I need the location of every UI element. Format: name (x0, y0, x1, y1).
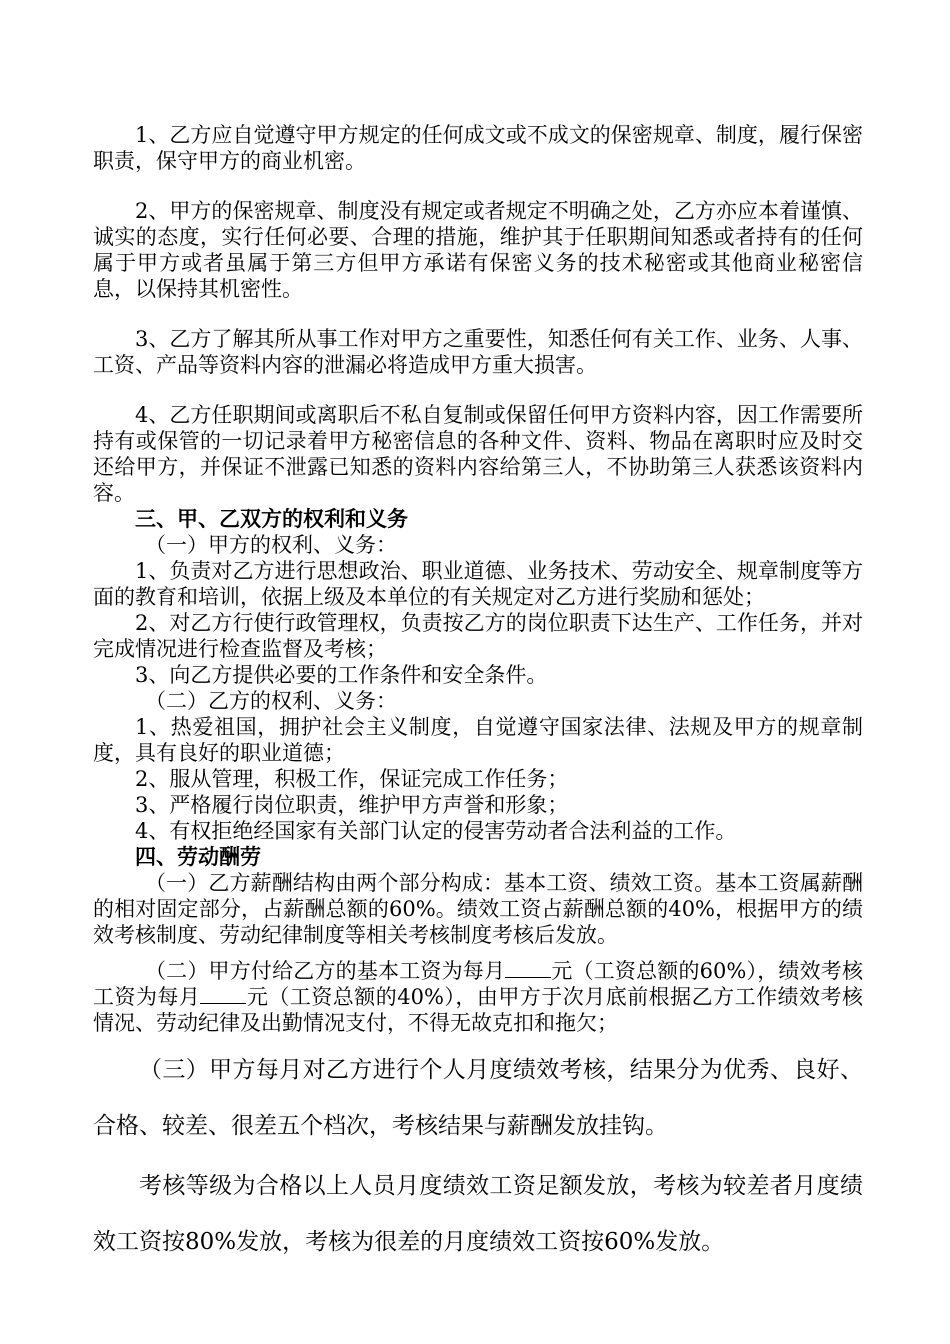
document-page (93, 122, 863, 1270)
appraisal-grade-paragraph: 考核等级为合格以上人员月度绩效工资足额发放，考核为较差者月度绩效工资按80%发放，考核为很差的月度绩效工资按60%发放。 (93, 1173, 863, 1255)
party-a-item-1: 1、负责对乙方进行思想政治、职业道德、业务技术、劳动安全、规章制度等方面的教育和培训，依据上级及本单位的有关规定对乙方进行奖励和惩处； (93, 559, 863, 609)
base-salary-text-3: 元（工资总额的40%），由甲方于次月底前根据乙方工作绩效考核情况、劳动纪律及出勤情况支付，不得无故克扣和拖欠； (93, 985, 863, 1035)
party-b-item-3: 3、严格履行岗位职责，维护甲方声誉和形象； (135, 793, 569, 817)
party-b-item-2: 2、服从管理，积极工作，保证完成工作任务； (135, 767, 569, 791)
base-salary-blank (505, 959, 551, 978)
paragraph-2: 2、甲方的保密规章、制度没有规定或者规定不明确之处，乙方亦应本着谨慎、诚实的态度，实行任何必要、合理的措施，维护其于任职期间知悉或者持有的任何属于甲方或者虽属于第三方但甲方承诺有保密义务的技术秘密或其他商业秘密信息，以保持其机密性。 (93, 199, 863, 301)
performance-salary-blank (200, 985, 246, 1004)
party-b-item-1: 1、热爱祖国，拥护社会主义制度，自觉遵守国家法律、法规及甲方的规章制度，具有良好的职业道德； (93, 715, 863, 765)
party-b-rights-title: （二）乙方的权利、义务： (145, 689, 397, 713)
base-salary-text-1: （二）甲方付给乙方的基本工资为每月 (145, 959, 506, 983)
paragraph-3: 3、乙方了解其所从事工作对甲方之重要性，知悉任何有关工作、业务、人事、工资、产品等资料内容的泄漏必将造成甲方重大损害。 (93, 327, 863, 377)
paragraph-1: 1、乙方应自觉遵守甲方规定的任何成文或不成文的保密规章、制度，履行保密职责，保守甲方的商业机密。 (93, 123, 863, 173)
monthly-appraisal-paragraph: （三）甲方每月对乙方进行个人月度绩效考核，结果分为优秀、良好、合格、较差、很差五个档次，考核结果与薪酬发放挂钩。 (93, 1057, 863, 1139)
section-4-heading: 四、劳动酬劳 (135, 844, 261, 869)
paragraph-4: 4、乙方任职期间或离职后不私自复制或保留任何甲方资料内容，因工作需要所持有或保管的一切记录着甲方秘密信息的各种文件、资料、物品在离职时应及时交还给甲方，并保证不泄露已知悉的资料内容给第三人，不协助第三人获悉该资料内容。 (93, 403, 863, 505)
base-salary-paragraph (93, 958, 863, 1036)
party-a-item-3: 3、向乙方提供必要的工作条件和安全条件。 (135, 663, 548, 687)
section-3-heading: 三、甲、乙双方的权利和义务 (135, 506, 408, 531)
party-a-rights-title: （一）甲方的权利、义务： (145, 533, 397, 557)
party-b-item-4: 4、有权拒绝经国家有关部门认定的侵害劳动者合法利益的工作。 (135, 819, 737, 843)
salary-structure-paragraph: （一）乙方薪酬结构由两个部分构成：基本工资、绩效工资。基本工资属薪酬的相对固定部分，占薪酬总额的60%。绩效工资占薪酬总额的40%，根据甲方的绩效考核制度、劳动纪律制度等相关考核制度考核后发放。 (93, 871, 863, 947)
party-a-item-2: 2、对乙方行使行政管理权，负责按乙方的岗位职责下达生产、工作任务，并对完成情况进行检查监督及考核； (93, 611, 863, 661)
base-salary-text-2: 元（工资总额的60%），绩效考核工资为每月 (93, 959, 863, 1009)
